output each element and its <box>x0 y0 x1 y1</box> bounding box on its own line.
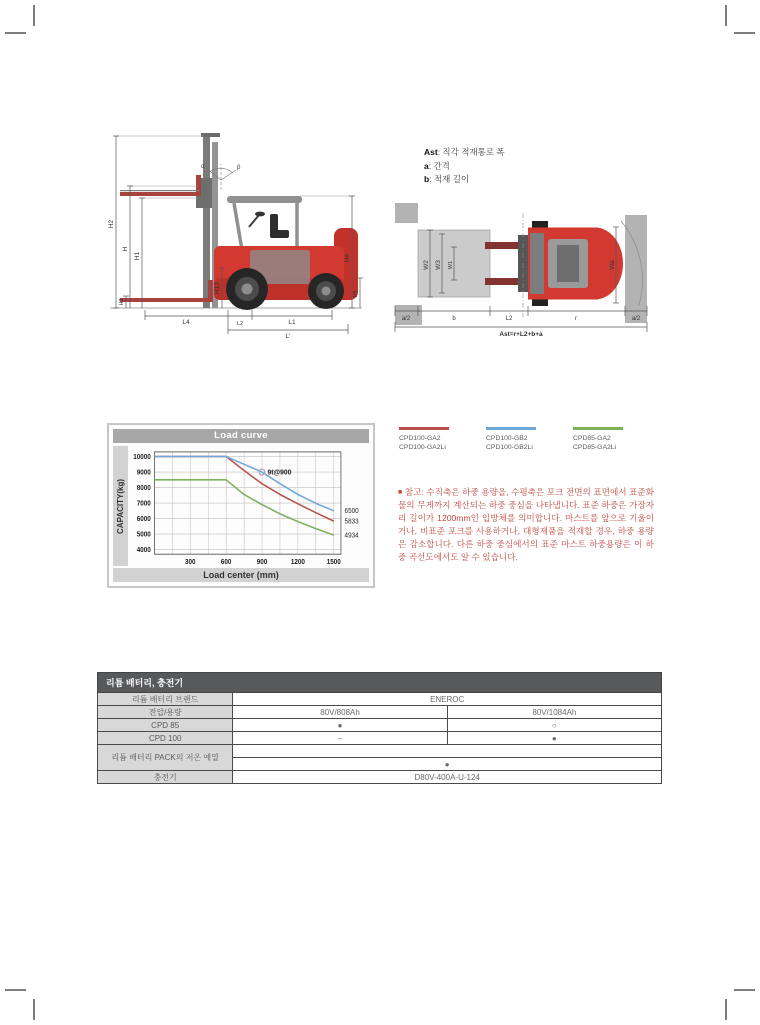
row-label-voltage: 전압/용량 <box>98 706 233 719</box>
x-axis-band <box>113 568 369 582</box>
fork-top-right <box>485 278 521 285</box>
x-tick-label: 300 <box>185 558 196 566</box>
dim-label-h4: H4 <box>344 253 351 263</box>
lowered-fork <box>120 280 213 302</box>
front-wheel <box>226 268 268 310</box>
load-curve-chart <box>107 423 375 588</box>
x-tick-label: 1500 <box>326 558 341 566</box>
a-desc: : 간격 <box>428 160 450 171</box>
forklift-top-view-diagram <box>390 185 662 345</box>
legend-item-cpd85-ga2 <box>573 427 660 452</box>
legend-label: CPD100-GB2 <box>486 434 528 442</box>
cell-cpd100-1: – <box>233 732 447 745</box>
legend-swatch-green <box>573 427 623 430</box>
x-tick-label: 900 <box>256 558 268 566</box>
load-curve-plot <box>130 446 369 566</box>
cell-brand-value: ENEROC <box>233 693 662 706</box>
y-tick-label: 6000 <box>136 515 151 524</box>
dim-label-wa: Wa <box>609 260 616 270</box>
y-tick-label: 4000 <box>136 546 151 555</box>
row-label-cpd85: CPD 85 <box>98 719 233 732</box>
dim-label-h1: H1 <box>134 251 141 261</box>
crop-mark-top-left-v <box>33 5 35 26</box>
legend-item-cpd100-ga2 <box>399 427 486 452</box>
crop-mark-top-left-h <box>5 32 26 34</box>
y-tick-label: 5000 <box>136 531 151 539</box>
table-row-preheat-1 <box>98 745 662 758</box>
dim-label-h3: H3 <box>119 298 125 306</box>
legend-item-cpd100-gb2 <box>486 427 573 452</box>
legend-label: CPD100-GA2 <box>399 434 441 442</box>
chart-title: Load curve <box>113 429 369 443</box>
model-legend <box>399 427 660 452</box>
dim-label-l2: L2 <box>236 321 244 327</box>
table-title-row <box>98 673 662 693</box>
dim-label-beta: β <box>237 165 241 171</box>
table-row-cpd100 <box>98 732 662 745</box>
x-tick-label: 600 <box>220 558 232 566</box>
y-tick-label: 10000 <box>133 453 151 462</box>
crop-mark-bottom-left-v <box>33 999 35 1020</box>
ast-desc: : 직각 적재통로 폭 <box>437 147 505 157</box>
y-axis-band <box>113 446 128 566</box>
forklift-cab <box>227 196 302 250</box>
note-text: 참고: 수직축은 하중 용량을, 수평축은 포크 전면의 표면에서 표준화물의 무게까지 계산되는 하중 중심을 나타냅니다. 표준 하중은 가장자리 길이가 1200mm인 입방체를 의미합니다. 마스트를 앞으로 기울이거나, 비표준 포크를 사용하거나, 대형제품을 적재할 경우, 하중 용량은 감소합니다. 다른 하중 중심에서의 표준 마스트 하중용량은 이 하중 곡선도에서도 알 수 있습니다. <box>398 487 654 562</box>
dim-label-h2: H2 <box>108 219 115 229</box>
dim-label-w3: W3 <box>435 260 442 270</box>
y-tick-label: 7000 <box>136 500 151 508</box>
cell-cpd100-2: ● <box>447 732 661 745</box>
legend-label: CPD100-GA2Li <box>399 443 446 451</box>
b-desc: : 적재 길이 <box>429 174 470 184</box>
fork-top-left <box>485 242 521 249</box>
crop-mark-bottom-right-v <box>725 999 727 1020</box>
table-row-voltage <box>98 706 662 719</box>
series-end-label: 4934 <box>344 532 359 540</box>
seat-cushion <box>270 230 289 238</box>
aisle-wall-left-top <box>395 203 418 223</box>
x-tick-label: 1200 <box>290 558 305 566</box>
row-label-cpd100: CPD 100 <box>98 732 233 745</box>
annotation-label: 9t@900 <box>267 468 292 477</box>
a-term: a <box>424 160 429 171</box>
dim-label-h9: H9 <box>353 290 359 298</box>
row-label-preheat: 리튬 배터리 PACK의 저온 예열 <box>98 745 233 771</box>
cell-voltage-2: 80V/1084Ah <box>447 706 661 719</box>
battery-charger-table <box>97 672 662 784</box>
cell-preheat-1 <box>233 745 662 758</box>
ast-legend-line-1 <box>424 146 505 160</box>
table-row-cpd85 <box>98 719 662 732</box>
legend-label: CPD85-GA2Li <box>573 443 617 451</box>
raised-fork <box>120 175 212 208</box>
dim-label-w1: W1 <box>448 260 454 270</box>
dim-label-l-prime: L' <box>285 333 291 340</box>
dim-label-h: H <box>122 246 129 252</box>
dim-label-h13: H13 <box>214 282 221 294</box>
note-bullet: ■ <box>398 489 403 496</box>
y-axis-label: CAPACITY(kg) <box>116 478 125 534</box>
row-label-charger: 충전기 <box>98 771 233 784</box>
rear-wheel <box>308 273 344 309</box>
crop-mark-top-right-h <box>734 32 755 34</box>
dim-label-ast-formula: Ast=r+L2+b+a <box>499 331 543 338</box>
ast-legend <box>424 146 505 187</box>
legend-label: CPD100-GB2Li <box>486 443 533 451</box>
crop-mark-top-right-v <box>725 5 727 26</box>
dim-label-l2-top: L2 <box>505 316 513 322</box>
cell-charger-value: D80V-400A-U-124 <box>233 771 662 784</box>
series-end-label: 5833 <box>344 518 359 526</box>
cell-cpd85-2: ○ <box>447 719 661 732</box>
ast-legend-line-2 <box>424 160 505 174</box>
series-end-label: 6500 <box>344 508 359 516</box>
load-curve-note <box>398 486 654 564</box>
ast-term: Ast <box>424 147 438 157</box>
plot-area <box>130 446 369 566</box>
dim-label-b: b <box>452 316 456 322</box>
dim-label-l1: L1 <box>288 319 296 326</box>
table-row-brand <box>98 693 662 706</box>
row-label-brand: 리튬 배터리 브랜드 <box>98 693 233 706</box>
cell-voltage-1: 80V/808Ah <box>233 706 447 719</box>
table-title: 리튬 배터리, 충전기 <box>98 673 662 693</box>
dim-label-alpha: α <box>201 164 205 170</box>
y-tick-label: 8000 <box>136 484 151 493</box>
dim-label-l4: L4 <box>182 319 190 326</box>
dim-label-r: r <box>575 316 577 322</box>
cell-preheat-2: ● <box>233 758 662 771</box>
dim-label-a2-right: a/2 <box>631 316 641 322</box>
x-axis-label: Load center (mm) <box>203 570 279 580</box>
crop-mark-bottom-right-h <box>734 989 755 991</box>
b-term: b <box>424 174 430 184</box>
dim-label-w2: W2 <box>423 260 430 270</box>
steering-wheel <box>255 212 265 217</box>
cell-cpd85-1: ● <box>233 719 447 732</box>
y-tick-label: 9000 <box>136 469 151 477</box>
legend-label: CPD85-GA2 <box>573 434 611 442</box>
legend-swatch-red <box>399 427 449 430</box>
crop-mark-bottom-left-h <box>5 989 26 991</box>
dim-label-a2-left: a/2 <box>401 316 411 322</box>
legend-swatch-blue <box>486 427 536 430</box>
table-row-charger <box>98 771 662 784</box>
forklift-side-view-diagram <box>100 128 392 340</box>
